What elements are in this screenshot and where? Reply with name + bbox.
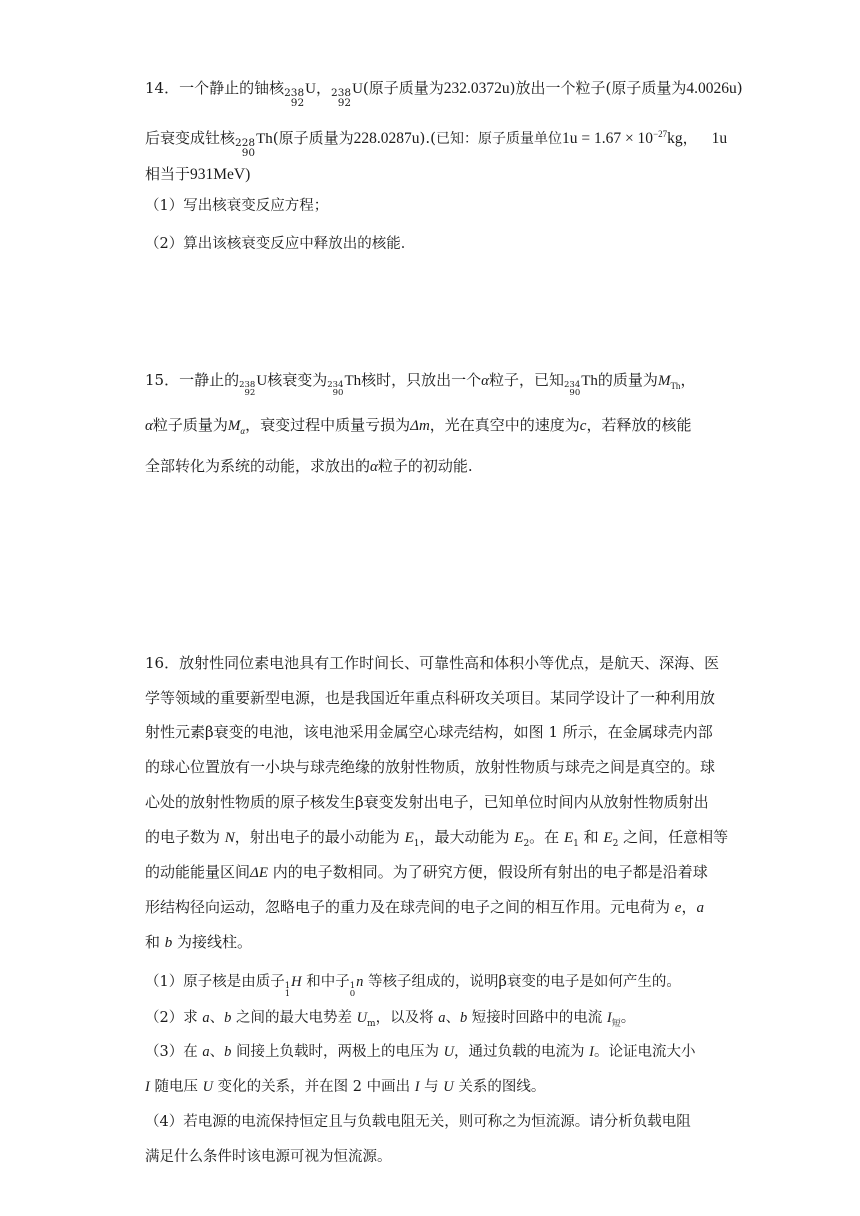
thorium-atomic-mass: 228.0287u (353, 130, 420, 148)
atomic-mass-unit-formula: $1u = 1.67 \times 10^{-27}kg$ (561, 129, 683, 148)
q16-line-1: 16．放射性同位素电池具有工作时间长、可靠性高和体积小等优点，是航天、深海、医 (145, 654, 720, 672)
thorium-nuclide-2: 234 90 Th (564, 373, 598, 398)
q16-line-5: 心处的放射性物质的原子核发生β衰变发射出电子，已知单位时间内从放射性物质射出 (145, 793, 709, 811)
q15-line-3: 全部转化为系统的动能，求放出的α粒子的初动能. (145, 457, 473, 475)
q16-line-6: 的电子数为 N，射出电子的最小动能为 $E_1$，最大动能为 $E_2$。在 $E_1$ 和 $E_2$ 之间，任意相等 (145, 828, 729, 849)
q16-line-4: 的球心位置放有一小块与球壳绝缘的放射性物质，放射性物质与球壳之间是真空的。球 (145, 758, 716, 776)
q16-line-3: 射性元素β衰变的电池，该电池采用金属空心球壳结构，如图 1 所示，在金属球壳内部 (145, 723, 713, 741)
thorium-nuclide: 234 90 Th (327, 373, 362, 398)
q16-line-7: 的动能能量区间ΔE 内的电子数相同。为了研究方便，假设所有射出的电子都是沿着球 (145, 863, 708, 881)
q14-part-2: （2）算出该核衰变反应中释放出的核能． (145, 236, 416, 252)
q16-part-4: （4）若电源的电流保持恒定且与负载电阻无关，则可称之为恒流源。请分析负载电阻 (145, 1114, 691, 1130)
uranium-nuclide: 238 92 U (284, 81, 316, 109)
q16-part-3: （3）在 a、b 间接上负载时，两极上的电压为 U，通过负载的电流为 I。论证电流大小 (145, 1044, 696, 1060)
alpha-atomic-mass: 4.0026u (686, 80, 737, 97)
q16-part-1: （1）原子核是由质子 1 1 H 和中子 1 0 n 等核子组成的，说明β衰变的电子是如何产生的。 (145, 974, 681, 999)
thorium-nuclide: 228 90 Th (235, 131, 273, 160)
q15-number: 15． (145, 371, 180, 389)
energy-equivalent: 931MeV) (190, 166, 251, 183)
q16-part-3-cont: I 随电压 U 变化的关系，并在图 2 中画出 I 与 U 关系的图线。 (145, 1079, 546, 1095)
q16-part-4-cont: 满足什么条件时该电源可视为恒流源。 (145, 1149, 392, 1165)
q14-line-2: 后衰变成钍核 228 90 Th (原子质量为228.0287u).(已知：原子质量单位$1u = 1.67 \times 10^{-27}kg$， 1u (145, 129, 728, 160)
q16-line-8: 形结构径向运动，忽略电子的重力及在球壳间的电子之间的相互作用。元电荷为 e，a (145, 898, 704, 916)
q16-line-2: 学等领域的重要新型电源，也是我国近年重点科研攻关项目。某同学设计了一种利用放 (145, 689, 716, 707)
q15-line-2: α粒子质量为$M_\alpha$，衰变过程中质量亏损为Δm，光在真空中的速度为c，若释放的核能 (145, 416, 692, 436)
q14-part-1: （1）写出核衰变反应方程； (145, 198, 329, 214)
q16-line-9: 和 b 为接线柱。 (145, 933, 253, 951)
q16-number: 16． (145, 654, 180, 672)
q14-line-1: 14．一个静止的铀核 238 92 U ， 238 92 U (原子质量为232.0372u)放出一个粒子(原子质量为4.0026u) (145, 79, 743, 109)
uranium-nuclide-2: 238 92 U (331, 81, 363, 109)
q16-part-2: （2）求 a、b 之间的最大电势差 $U_m$，以及将 a、b 短接时回路中的电流 $I_短$。 (145, 1010, 636, 1029)
uranium-nuclide: 238 92 U (239, 373, 268, 398)
q14-line-3: 相当于931MeV) (145, 165, 251, 183)
uranium-atomic-mass: 232.0372u (443, 80, 510, 97)
q14-number: 14． (145, 79, 180, 97)
q15-line-1: 15．一静止的 238 92 U 核衰变为 234 90 Th 核时，只放出一个α粒子，已知 234 90 Th 的质量为$M_{Th}$， (145, 371, 696, 398)
